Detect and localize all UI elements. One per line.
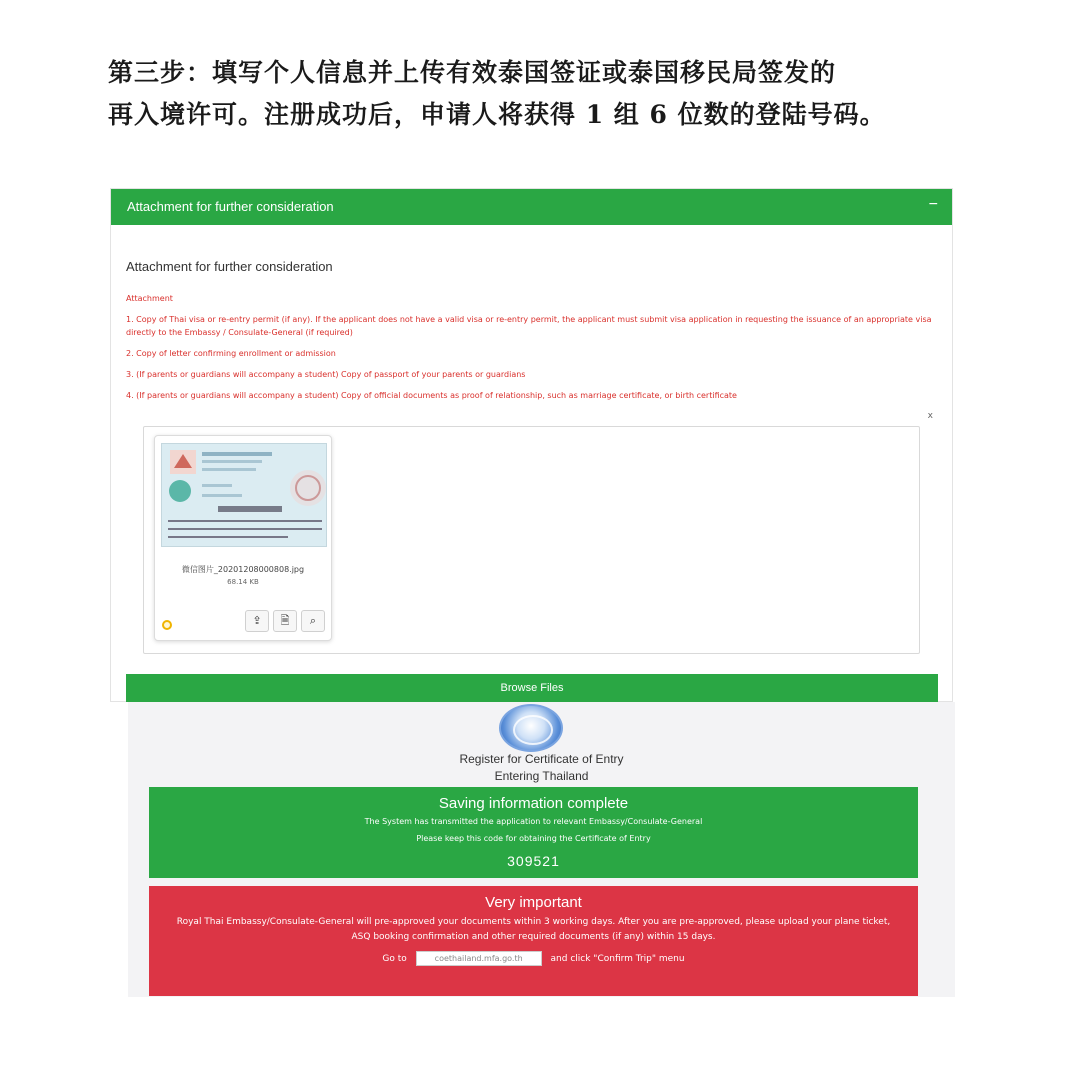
coe-website-link[interactable]: coethailand.mfa.go.th [416, 951, 542, 966]
attachment-label: Attachment [126, 294, 173, 303]
goto-prefix: Go to [382, 954, 407, 964]
dropzone-close-icon[interactable]: x [927, 411, 933, 421]
file-name: 微信图片_20201208000808.jpg [181, 565, 305, 574]
instruction-line-2: 再入境许可。注册成功后，申请人将获得 1 组 6 位数的登陆号码。 [108, 100, 886, 129]
zoom-icon[interactable]: ⌕ [301, 610, 325, 632]
attachment-item-1: 1. Copy of Thai visa or re-entry permit (if any). If the applicant does not have a valid visa or re-entry permit, the applicant must submit visa application in requesting the issuance of an appropriate visa directly to the Embassy / Consulate-General (if required) [126, 315, 932, 337]
panel-body [111, 259, 952, 402]
visa-document-graphic [162, 444, 327, 547]
success-heading: Saving information complete [438, 795, 629, 812]
important-alert [149, 886, 918, 996]
success-alert [149, 787, 918, 878]
attachment-panel [110, 188, 953, 702]
uploaded-visa-image [161, 443, 327, 547]
keep-code-message: Please keep this code for obtaining the Certificate of Entry [416, 834, 651, 843]
attachment-item-4: 4. (If parents or guardians will accompany a student) Copy of official documents as proof of relationship, such as marriage certificate, or birth certificate [126, 391, 737, 400]
important-heading: Very important [485, 894, 582, 911]
delete-icon[interactable]: 🗎 [273, 610, 297, 632]
goto-suffix: and click "Confirm Trip" menu [550, 954, 685, 964]
attachment-item-2: 2. Copy of letter confirming enrollment or admission [126, 349, 336, 358]
goto-instruction [149, 951, 918, 966]
attachment-item-3: 3. (If parents or guardians will accompany a student) Copy of passport of your parents or guardians [126, 370, 526, 379]
file-size: 68.14 KB [227, 578, 259, 586]
panel-header-title: Attachment for further consideration [127, 199, 334, 214]
register-title-line-2: Entering Thailand [494, 769, 589, 783]
file-dropzone[interactable] [143, 411, 933, 654]
browse-files-button[interactable]: Browse Files [126, 674, 938, 702]
success-message: The System has transmitted the application to relevant Embassy/Consulate-General [364, 817, 703, 826]
register-title-line-1: Register for Certificate of Entry [459, 752, 624, 766]
upload-status-icon [162, 620, 172, 630]
registration-result [128, 702, 955, 997]
upload-icon[interactable]: ⇪ [245, 610, 269, 632]
registration-code: 309521 [507, 853, 560, 869]
instruction-text [108, 52, 968, 136]
instruction-line-1: 第三步：填写个人信息并上传有效泰国签证或泰国移民局签发的 [108, 58, 837, 87]
important-message: Royal Thai Embassy/Consulate-General will pre-approved your documents within 3 working days. After you are pre-approved, please upload your plane ticket, ASQ booking confirmation and other required documents (if any) within 15 days. [176, 917, 891, 942]
file-preview-card [154, 435, 332, 641]
embassy-emblem-icon [499, 704, 563, 752]
section-title: Attachment for further consideration [126, 259, 333, 274]
collapse-icon[interactable]: − [928, 196, 938, 213]
panel-header [111, 189, 952, 225]
